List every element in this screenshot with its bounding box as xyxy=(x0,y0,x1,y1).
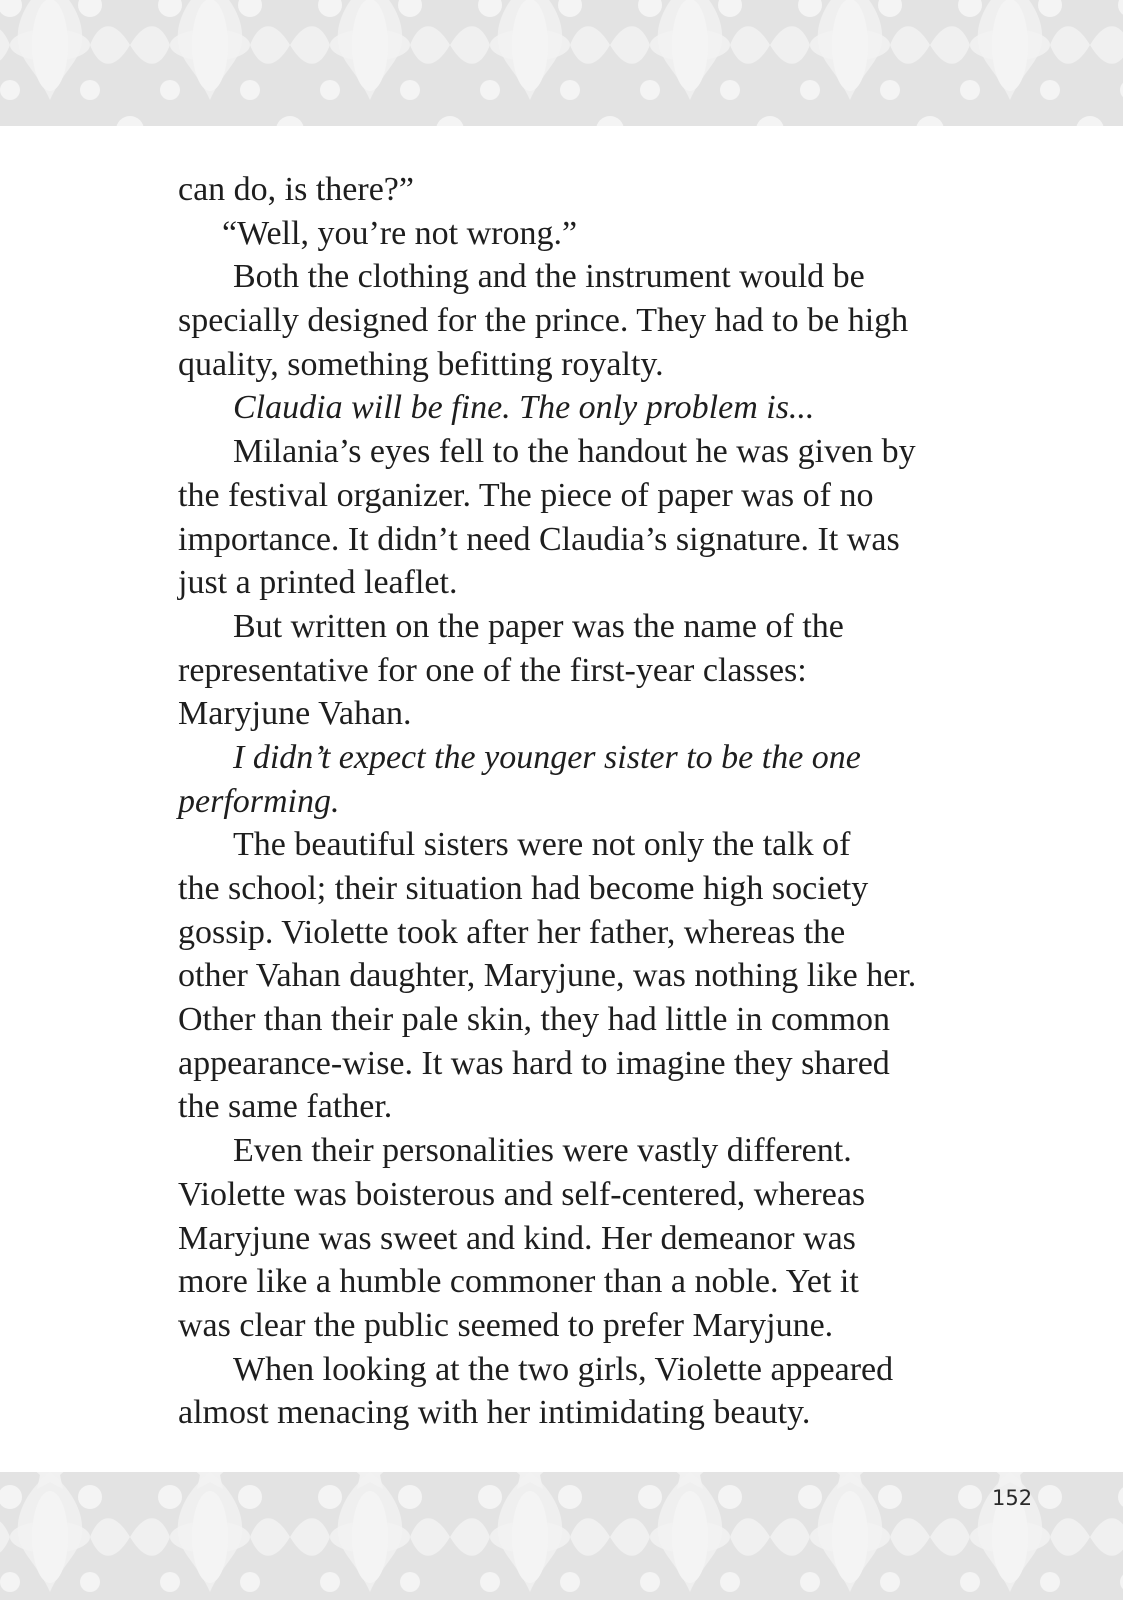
text-line: more like a humble commoner than a noble. Yet it xyxy=(178,1263,859,1301)
italic-thought-line: performing. xyxy=(178,782,340,820)
damask-pattern-bottom xyxy=(0,1472,1123,1600)
page-text xyxy=(178,168,1008,1435)
italic-thought-line: Claudia will be fine. The only problem is... xyxy=(233,389,815,427)
text-line: quality, something befitting royalty. xyxy=(178,345,664,383)
text-line: the festival organizer. The piece of paper was of no xyxy=(178,476,874,514)
text-line: representative for one of the first-year classes: xyxy=(178,651,807,689)
text-line: “Well, you’re not wrong.” xyxy=(222,214,578,252)
text-line: just a printed leaflet. xyxy=(178,564,458,602)
text-line: Maryjune was sweet and kind. Her demeanor was xyxy=(178,1219,856,1257)
italic-thought-line: I didn’t expect the younger sister to be the one xyxy=(233,738,861,776)
text-line: Both the clothing and the instrument would be xyxy=(233,258,865,296)
text-line: Milania’s eyes fell to the handout he was given by xyxy=(233,433,916,471)
text-line: the same father. xyxy=(178,1088,393,1126)
text-line: was clear the public seemed to prefer Maryjune. xyxy=(178,1306,834,1344)
text-line: specially designed for the prince. They had to be high xyxy=(178,302,909,340)
text-line: can do, is there?” xyxy=(178,171,414,208)
text-line: Even their personalities were vastly different. xyxy=(233,1132,852,1170)
text-line: Other than their pale skin, they had little in common xyxy=(178,1001,890,1039)
bottom-damask-band xyxy=(0,1472,1123,1600)
top-damask-band xyxy=(0,0,1123,126)
damask-pattern-top xyxy=(0,0,1123,126)
text-line: gossip. Violette took after her father, whereas the xyxy=(178,913,846,951)
text-line: appearance-wise. It was hard to imagine they shared xyxy=(178,1044,890,1082)
text-line: importance. It didn’t need Claudia’s signature. It was xyxy=(178,520,900,558)
text-line: Maryjune Vahan. xyxy=(178,695,412,733)
text-line: When looking at the two girls, Violette appeared xyxy=(233,1350,894,1388)
text-line: other Vahan daughter, Maryjune, was nothing like her. xyxy=(178,957,917,995)
text-line: The beautiful sisters were not only the talk of xyxy=(233,826,851,864)
page-number: 152 xyxy=(992,1486,1033,1510)
text-line: Violette was boisterous and self-centered, whereas xyxy=(178,1175,866,1213)
text-line: the school; their situation had become high society xyxy=(178,870,869,907)
text-line: But written on the paper was the name of the xyxy=(233,607,844,645)
text-line: almost menacing with her intimidating beauty. xyxy=(178,1394,811,1432)
